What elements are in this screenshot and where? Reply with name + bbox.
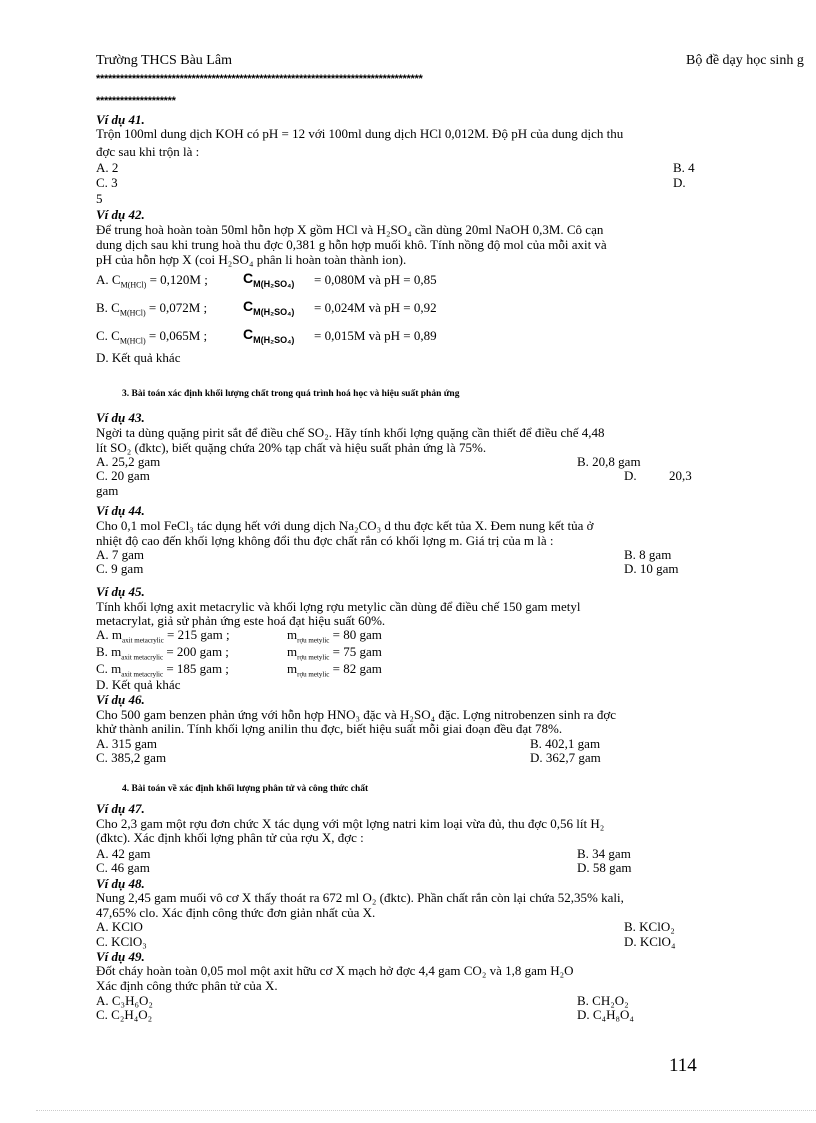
example-45-text-1: Tính khối lợng axit metacrylic và khối lợng rợu metylic cần dùng để điều chế 150 gam metyl — [96, 599, 581, 614]
example-42-text-3: pH của hỗn hợp X (coi H₂SO₄ phân li hoàn toàn thành ion). — [96, 252, 407, 267]
example-46-text-2: khử thành anilin. Tính khối lợng anilin thu đợc, biết hiệu suất mỗi giai đoạn đều đạt 78%. — [96, 721, 563, 736]
example-45-text-2: metacrylat, giả sử phản ứng este hoá đạt hiệu suất 60%. — [96, 613, 386, 628]
example-42-text-2: dung dịch sau khi trung hoà thu đợc 0,381 g hỗn hợp muối khô. Tính nồng độ mol của mỗi axit và — [96, 237, 607, 252]
example-42-option-c-cm: $C_{M(H_2SO_4)}$ — [243, 326, 295, 345]
example-42-option-b-tail: = 0,024M và pH = 0,92 — [314, 300, 437, 315]
example-41-text-1: Trộn 100ml dung dịch KOH có pH = 12 với 100ml dung dịch HCl 0,012M. Độ pH của dung dịch thu — [96, 126, 624, 141]
example-49-label: Ví dụ 49. — [96, 949, 145, 964]
example-47-label: Ví dụ 47. — [96, 801, 145, 816]
example-49-text-1: Đốt cháy hoàn toàn 0,05 mol một axit hữu cơ X mạch hở đợc 4,4 gam CO₂ và 1,8 gam H₂O — [96, 963, 574, 978]
example-48-text-1: Nung 2,45 gam muối vô cơ X thấy thoát ra 672 ml O₂ (đktc). Phần chất rắn còn lại chứa 52,35% kali, — [96, 890, 624, 905]
example-49-option-c: C. C₂H₄O₂ — [96, 1007, 153, 1022]
example-42-option-c: C. $C_{M(HCl)} = 0,065M$ ; — [96, 328, 208, 346]
example-41-label: Ví dụ 41. — [96, 112, 145, 127]
example-45-option-a: A. $m_{axit metacrylic} = 215$ gam ; — [96, 627, 230, 645]
example-43-text-1: Ngời ta dùng quặng pirit sắt để điều chế SO₂. Hãy tính khối lợng quặng cần thiết để điều chế 4,48 — [96, 425, 605, 440]
example-42-option-a-cm: $C_{M(H_2SO_4)}$ — [243, 270, 295, 289]
example-41-option-c: C. 3 — [96, 175, 118, 190]
example-45-option-d: D. Kết quả khác — [96, 677, 181, 692]
example-43-option-c: C. 20 gam — [96, 468, 150, 483]
example-45-option-c-2: $m_{rợu metylic} = 82$ gam — [287, 661, 382, 679]
example-42-option-a-tail: = 0,080M và pH = 0,85 — [314, 272, 437, 287]
example-42-option-b-cm: $C_{M(H_2SO_4)}$ — [243, 298, 295, 317]
example-46-option-a: A. 315 gam — [96, 736, 158, 751]
example-47-option-c: C. 46 gam — [96, 860, 150, 875]
example-48-option-a: A. KClO — [96, 919, 143, 934]
example-47-text-2: (đktc). Xác định khối lợng phân tử của rợu X, đợc : — [96, 830, 364, 845]
example-46-label: Ví dụ 46. — [96, 692, 145, 707]
example-48-option-d: D. KClO₄ — [624, 934, 676, 949]
header-stars-line-2: ******************** — [96, 95, 176, 107]
footer-divider — [36, 1110, 816, 1111]
example-49-option-d: D. C₄H₈O₄ — [577, 1007, 634, 1022]
header-title: Bộ đề dạy học sinh g — [686, 53, 804, 68]
example-43-label: Ví dụ 43. — [96, 410, 145, 425]
example-43-text-2: lít SO₂ (đktc), biết quặng chứa 20% tạp chất và hiệu suất phản ứng là 75%. — [96, 440, 487, 455]
example-42-option-c-tail: = 0,015M và pH = 0,89 — [314, 328, 437, 343]
header-stars-line-1: ********************************************************************************** — [96, 73, 423, 85]
example-46-text-1: Cho 500 gam benzen phản ứng với hỗn hợp HNO₃ đặc và H₂SO₄ đặc. Lợng nitrobenzen sinh ra đợc — [96, 707, 616, 722]
example-44-text-2: nhiệt độ cao đến khối lợng không đổi thu đợc chất rắn có khối lợng m. Giá trị của m là : — [96, 533, 554, 548]
example-44-option-b: B. 8 gam — [624, 547, 672, 562]
example-44-option-c: C. 9 gam — [96, 561, 144, 576]
example-47-option-b: B. 34 gam — [577, 846, 631, 861]
example-45-option-b: B. $m_{axit metacrylic} = 200$ gam ; — [96, 644, 229, 662]
example-43-option-d-value: 20,3 — [669, 468, 692, 483]
example-42-text-1: Để trung hoà hoàn toàn 50ml hỗn hợp X gồm HCl và H₂SO₄ cần dùng 20ml NaOH 0,3M. Cô cạn — [96, 222, 604, 237]
example-46-option-c: C. 385,2 gam — [96, 750, 167, 765]
example-42-option-a: A. $C_{M(HCl)} = 0,120M$ ; — [96, 272, 208, 290]
example-45-option-c: C. $m_{axit metacrylic} = 185$ gam ; — [96, 661, 229, 679]
example-49-option-a: A. C₃H₆O₂ — [96, 993, 153, 1008]
example-42-option-d: D. Kết quả khác — [96, 350, 181, 365]
example-43-option-d: D. — [624, 468, 637, 483]
example-47-option-a: A. 42 gam — [96, 846, 151, 861]
example-48-text-2: 47,65% clo. Xác định công thức đơn giản nhất của X. — [96, 905, 376, 920]
example-47-option-d: D. 58 gam — [577, 860, 632, 875]
example-45-label: Ví dụ 45. — [96, 584, 145, 599]
section-4-heading: 4. Bài toán về xác định khối lượng phân tử và công thức chất — [122, 784, 369, 794]
example-44-label: Ví dụ 44. — [96, 503, 145, 518]
example-47-text-1: Cho 2,3 gam một rợu đơn chức X tác dụng với một lợng natri kim loại vừa đủ, thu đợc 0,56 lít H₂ — [96, 816, 605, 831]
example-44-option-a: A. 7 gam — [96, 547, 145, 562]
example-48-option-b: B. KClO₂ — [624, 919, 675, 934]
example-44-option-d: D. 10 gam — [624, 561, 679, 576]
example-46-option-d: D. 362,7 gam — [530, 750, 601, 765]
example-41-option-d: D. — [673, 175, 686, 190]
section-3-heading: 3. Bài toán xác định khối lượng chất trong quá trình hoá học và hiệu suất phản ứng — [122, 389, 460, 399]
example-44-text-1: Cho 0,1 mol FeCl₃ tác dụng hết với dung dịch Na₂CO₃ d thu đợc kết tủa X. Đem nung kết tủa ở — [96, 518, 594, 533]
example-45-option-b-2: $m_{rợu metylic} = 75$ gam — [287, 644, 382, 662]
example-43-option-d-unit: gam — [96, 483, 119, 498]
example-41-text-2: đợc sau khi trộn là : — [96, 144, 200, 159]
example-42-label: Ví dụ 42. — [96, 207, 145, 222]
example-49-option-b: B. CH₂O₂ — [577, 993, 629, 1008]
example-41-option-d-value: 5 — [96, 191, 103, 206]
header-school: Trường THCS Bàu Lâm — [96, 53, 232, 68]
page-number: 114 — [669, 1055, 697, 1076]
example-48-label: Ví dụ 48. — [96, 876, 145, 891]
example-43-option-b: B. 20,8 gam — [577, 454, 641, 469]
example-49-text-2: Xác định công thức phân tử của X. — [96, 978, 278, 993]
example-42-option-b: B. $C_{M(HCl)} = 0,072M$ ; — [96, 300, 208, 318]
example-45-option-a-2: $m_{rợu metylic} = 80$ gam — [287, 627, 382, 645]
example-41-option-b: B. 4 — [673, 160, 695, 175]
example-43-option-a: A. 25,2 gam — [96, 454, 161, 469]
example-41-option-a: A. 2 — [96, 160, 119, 175]
example-46-option-b: B. 402,1 gam — [530, 736, 601, 751]
example-48-option-c: C. KClO₃ — [96, 934, 147, 949]
